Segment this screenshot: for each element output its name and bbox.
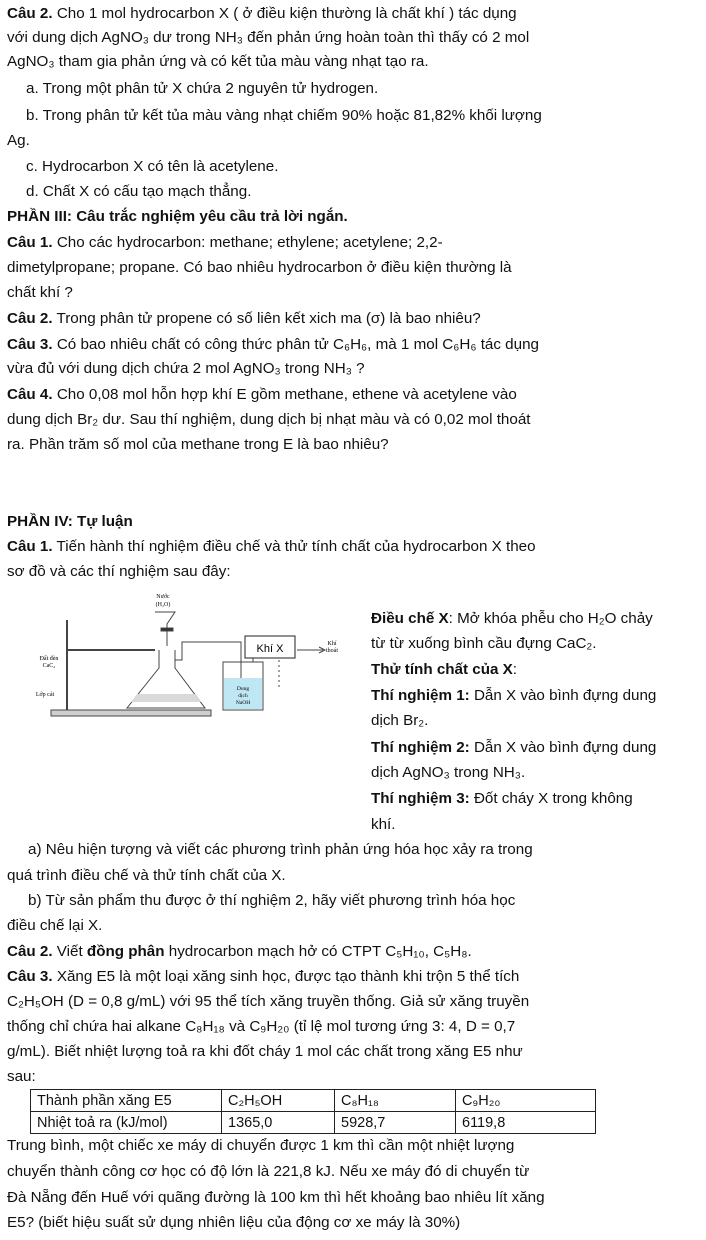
- question-text: chất khí ?: [7, 284, 73, 301]
- exp3-label: Thí nghiệm 3:: [371, 790, 470, 807]
- question-text: sơ đồ và các thí nghiệm sau đây:: [7, 563, 231, 580]
- question-text: Trong phân tử propene có số liên kết xich ma (σ) là bao nhiêu?: [56, 310, 481, 327]
- heat-table: [30, 1089, 596, 1134]
- subquestion-a: a) Nêu hiện tượng và viết các phương trình phản ứng hóa học xảy ra trong: [28, 841, 533, 858]
- table-header: C₉H₂₀: [456, 1090, 596, 1112]
- exp3-text: Đốt cháy X trong không: [469, 790, 633, 807]
- question-text: với dung dịch AgNO₃ dư trong NH₃ đến phản ứng hoàn toàn thì thấy có 2 mol: [7, 29, 530, 46]
- question-text: g/mL). Biết nhiệt lượng toả ra khi đốt cháy 1 mol các chất trong xăng E5 như: [7, 1043, 523, 1060]
- prep-label: Điều chế X: [371, 610, 449, 627]
- question-text: Đà Nẵng đến Huế với quãng đường là 100 km thì hết khoảng bao nhiêu lít xăng: [7, 1189, 545, 1206]
- question-text: dung dịch Br₂ dư. Sau thí nghiệm, dung dịch bị nhạt màu và có 0,02 mol thoát: [7, 411, 531, 428]
- solution-label: dịch: [238, 693, 248, 699]
- table-header: C₈H₁₈: [335, 1090, 456, 1112]
- question-text: hydrocarbon mạch hở có CTPT C₅H₁₀, C₅H₈.: [164, 943, 472, 960]
- question-text: Cho các hydrocarbon: methane; ethylene; acetylene; 2,2-: [56, 234, 443, 251]
- subquestion-a: quá trình điều chế và thử tính chất của X.: [7, 867, 286, 884]
- question-label: Câu 2.: [7, 310, 53, 327]
- exp1-label: Thí nghiệm 1:: [371, 687, 470, 704]
- question-text: dimetylpropane; propane. Có bao nhiêu hydrocarbon ở điều kiện thường là: [7, 259, 512, 276]
- question-text: Xăng E5 là một loại xăng sinh học, được tạo thành khi trộn 5 thể tích: [56, 968, 520, 985]
- carbide-layer: [131, 694, 201, 702]
- table-cell: Nhiệt toả ra (kJ/mol): [31, 1112, 222, 1134]
- question-text: Tiến hành thí nghiệm điều chế và thử tính chất của hydrocarbon X theo: [56, 538, 536, 555]
- solution-label: Dung: [236, 686, 250, 692]
- subquestion-b: b) Từ sản phẩm thu được ở thí nghiệm 2, hãy viết phương trình hóa học: [28, 892, 516, 909]
- question-text: Cho 0,08 mol hỗn hợp khí E gồm methane, ethene và acetylene vào: [56, 386, 517, 403]
- table-cell: 6119,8: [456, 1112, 596, 1134]
- exp2-text: Dẫn X vào bình đựng dung: [469, 739, 657, 756]
- prep-text: : Mở khóa phễu cho H₂O chảy: [448, 610, 653, 627]
- exp2-text: dịch AgNO₃ trong NH₃.: [371, 764, 526, 781]
- question-text: thống chỉ chứa hai alkane C₈H₁₈ và C₉H₂₀ (tỉ lệ mol tương ứng 3: 4, D = 0,7: [7, 1018, 516, 1035]
- test-colon: :: [512, 661, 518, 678]
- carbide-formula: CaC₂: [42, 663, 56, 669]
- question-text: AgNO₃ tham gia phản ứng và có kết tủa màu vàng nhạt tạo ra.: [7, 53, 429, 70]
- funnel-stopcock: [161, 628, 173, 631]
- question-label: Câu 3.: [7, 336, 53, 353]
- exp1-text: Dẫn X vào bình đựng dung: [469, 687, 657, 704]
- question-text: C₂H₅OH (D = 0,8 g/mL) với 95 thể tích xăng truyền thống. Giả sử xăng truyền: [7, 993, 530, 1010]
- question-text: Cho 1 mol hydrocarbon X ( ở điều kiện thường là chất khí ) tác dụng: [56, 5, 517, 22]
- stand-base: [51, 710, 211, 716]
- gas-label: Khí X: [256, 643, 284, 655]
- question-emphasis: đồng phân: [86, 943, 165, 960]
- water-formula: (H₂O): [155, 602, 171, 608]
- statement-c: c. Hydrocarbon X có tên là acetylene.: [26, 158, 279, 175]
- table-header-row: [31, 1090, 596, 1112]
- question-text: vừa đủ với dung dịch chứa 2 mol AgNO₃ trong NH₃ ?: [7, 360, 365, 377]
- question-text: Trung bình, một chiếc xe máy di chuyển được 1 km thì cần một nhiệt lượng: [7, 1137, 515, 1154]
- table-header: Thành phần xăng E5: [31, 1090, 222, 1112]
- question-text: Viết: [52, 943, 87, 960]
- apparatus-diagram: [27, 590, 367, 720]
- question-text: ra. Phần trăm số mol của methane trong E là bao nhiêu?: [7, 436, 389, 453]
- subquestion-b: điều chế lại X.: [7, 917, 103, 934]
- table-header: C₂H₅OH: [222, 1090, 335, 1112]
- sand-label: Lớp cát: [35, 692, 55, 698]
- escape-label: Khí: [327, 641, 337, 647]
- prep-text: từ từ xuống bình cầu đựng CaC₂.: [371, 635, 597, 652]
- table-cell: 5928,7: [335, 1112, 456, 1134]
- exp2-label: Thí nghiệm 2:: [371, 739, 470, 756]
- table-row: [31, 1112, 596, 1134]
- question-text: E5? (biết hiệu suất sử dụng nhiên liệu của động cơ xe máy là 30%): [7, 1214, 461, 1231]
- statement-b: b. Trong phân tử kết tủa màu vàng nhạt chiếm 90% hoặc 81,82% khối lượng: [26, 107, 542, 124]
- question-label: Câu 3.: [7, 968, 53, 985]
- question-text: Có bao nhiêu chất có công thức phân tử C₆H₆, mà 1 mol C₆H₆ tác dụng: [56, 336, 539, 353]
- carbide-label: Đất đèn: [39, 656, 59, 662]
- statement-a: a. Trong một phân tử X chứa 2 nguyên tử hydrogen.: [26, 80, 379, 97]
- statement-b-cont: Ag.: [7, 132, 30, 149]
- section-heading: PHẦN IV: Tự luận: [7, 513, 133, 530]
- solution-label: NaOH: [235, 700, 251, 706]
- table-cell: 1365,0: [222, 1112, 335, 1134]
- question-label: Câu 4.: [7, 386, 53, 403]
- question-text: chuyển thành công cơ học có độ lớn là 221,8 kJ. Nếu xe máy đó di chuyển từ: [7, 1163, 530, 1180]
- section-heading: PHẦN III: Câu trắc nghiệm yêu cầu trả lời ngắn.: [7, 208, 348, 225]
- test-label: Thử tính chất của X: [371, 661, 513, 678]
- question-label: Câu 1.: [7, 538, 53, 555]
- exp1-text: dịch Br₂.: [371, 712, 429, 729]
- statement-d: d. Chất X có cấu tạo mạch thẳng.: [26, 183, 252, 200]
- question-text: sau:: [7, 1068, 36, 1085]
- question-label: Câu 2.: [7, 943, 53, 960]
- exp3-text: khí.: [371, 816, 396, 833]
- escape-label: thoát: [326, 648, 338, 654]
- question-label: Câu 1.: [7, 234, 53, 251]
- question-label: Câu 2.: [7, 5, 53, 22]
- water-label: Nước: [156, 594, 170, 600]
